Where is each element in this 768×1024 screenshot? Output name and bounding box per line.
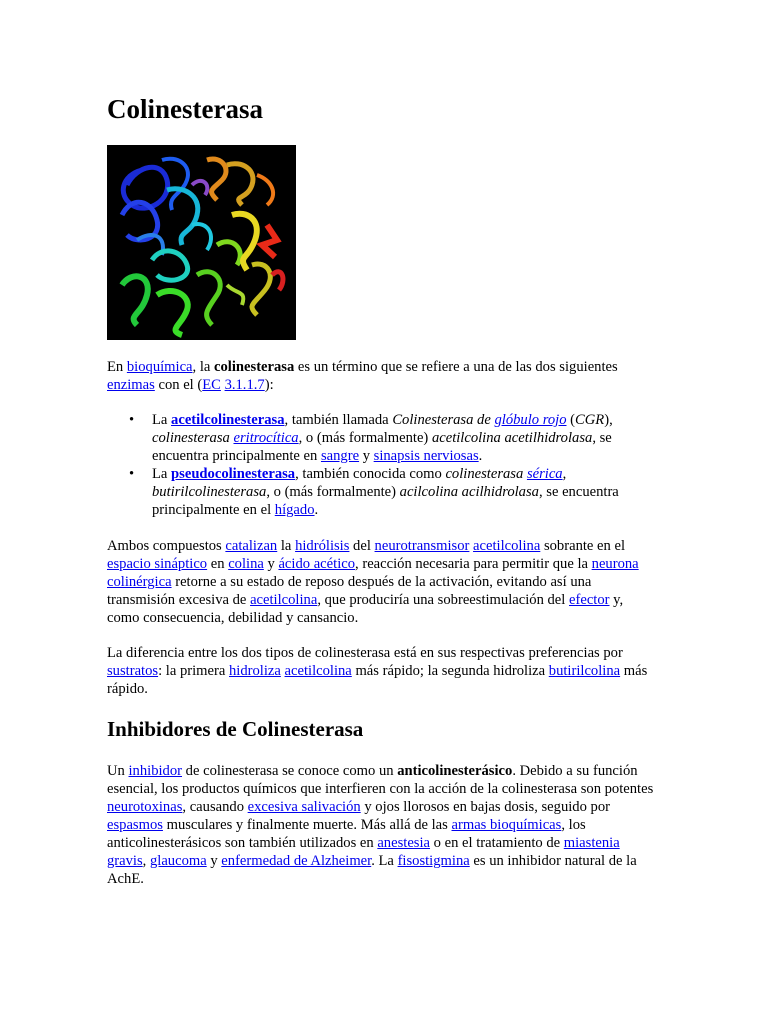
link-acido-acetico[interactable]: ácido acético bbox=[278, 556, 356, 572]
link-excesiva-salivacion[interactable]: excesiva salivación bbox=[247, 799, 361, 815]
link-sinapsis-nerviosas[interactable]: sinapsis nerviosas bbox=[373, 448, 479, 464]
link-glaucoma[interactable]: glaucoma bbox=[149, 853, 207, 869]
link-acetilcolina[interactable]: acetilcolina bbox=[284, 663, 352, 679]
protein-ribbon-graphic bbox=[107, 145, 296, 340]
link-butirilcolina[interactable]: butirilcolina bbox=[548, 663, 621, 679]
link-espacio-sinaptico[interactable]: espacio sináptico bbox=[107, 556, 208, 572]
link-acetilcolinesterasa[interactable]: acetilcolinesterasa bbox=[171, 412, 285, 428]
link-higado[interactable]: hígado bbox=[274, 502, 315, 518]
page-title: Colinesterasa bbox=[107, 94, 263, 124]
bullet: • bbox=[129, 412, 135, 428]
list-item-acetilcolinesterasa: • La acetilcolinesterasa, también llamada Colinesterasa de glóbulo rojo (CGR), colinesterasa eritrocítica, o (más formalmente) acetilcolina acetilhidrolasa, se encuentra principalmente en sangre y sinapsis nerviosas. bbox=[129, 412, 613, 464]
link-hidroliza[interactable]: hidroliza bbox=[229, 663, 281, 679]
link-ec[interactable]: EC bbox=[202, 377, 221, 393]
link-efector[interactable]: efector bbox=[569, 592, 610, 608]
link-espasmos[interactable]: espasmos bbox=[107, 817, 163, 833]
term-anticolinesterasico: anticolinesterásico bbox=[397, 763, 513, 779]
enzyme-list bbox=[107, 411, 659, 519]
bullet: • bbox=[129, 466, 135, 482]
link-catalizan[interactable]: catalizan bbox=[225, 538, 278, 554]
link-serica[interactable]: sérica bbox=[526, 466, 563, 482]
link-inhibidor[interactable]: inhibidor bbox=[128, 763, 183, 779]
link-acetilcolina[interactable]: acetilcolina bbox=[473, 538, 541, 554]
section-heading-inhibidores: Inhibidores de Colinesterasa bbox=[107, 717, 364, 741]
link-fisostigmina[interactable]: fisostigmina bbox=[397, 853, 470, 869]
link-miastenia-gravis[interactable]: miastenia gravis bbox=[107, 835, 620, 869]
link-acetilcolina[interactable]: acetilcolina bbox=[250, 592, 318, 608]
link-eritrocitica[interactable]: eritrocítica bbox=[233, 430, 299, 446]
link-alzheimer[interactable]: enfermedad de Alzheimer bbox=[221, 853, 372, 869]
link-bioquimica[interactable]: bioquímica bbox=[126, 359, 193, 375]
link-hidrolisis[interactable]: hidrólisis bbox=[295, 538, 350, 554]
link-colina[interactable]: colina bbox=[228, 556, 264, 572]
link-neurotoxinas[interactable]: neurotoxinas bbox=[107, 799, 183, 815]
link-ec-number[interactable]: 3.1.1.7 bbox=[224, 377, 265, 393]
link-armas-bioquimicas[interactable]: armas bioquímicas bbox=[451, 817, 562, 833]
protein-structure-image bbox=[107, 145, 296, 340]
link-sustratos[interactable]: sustratos bbox=[107, 663, 159, 679]
list-item-pseudocolinesterasa: • La pseudocolinesterasa, también conocida como colinesterasa sérica, butirilcolinesterasa, o (más formalmente) acilcolina acilhidrolasa, se encuentra principalmente en el hígado. bbox=[129, 466, 619, 518]
paragraph-inhibidores: Un inhibidor de colinesterasa se conoce como un anticolinesterásico. Debido a su función esencial, los productos químicos que interfieren con la acción de la colinesterasa son potentes neurotoxinas, causando excesiva salivación y ojos llorosos en bajas dosis, seguido por espasmos musculares y finalmente muerte. Más allá de las armas bioquímicas, los anticolinesterásicos son también utilizados en anestesia o en el tratamiento de miastenia gravis, glaucoma y enfermedad de Alzheimer. La fisostigmina es un inhibidor natural de la AchE. bbox=[107, 763, 654, 887]
link-neurona-colinergica[interactable]: neurona colinérgica bbox=[107, 556, 639, 590]
link-neurotransmisor[interactable]: neurotransmisor bbox=[374, 538, 470, 554]
link-sangre[interactable]: sangre bbox=[320, 448, 360, 464]
link-pseudocolinesterasa[interactable]: pseudocolinesterasa bbox=[171, 466, 296, 482]
intro-paragraph: En bioquímica, la colinesterasa es un término que se refiere a una de las dos siguientes enzimas con el (EC 3.1.1.7): bbox=[107, 359, 618, 393]
link-anestesia[interactable]: anestesia bbox=[377, 835, 431, 851]
link-globulo-rojo[interactable]: glóbulo rojo bbox=[494, 412, 567, 428]
paragraph-compuestos: Ambos compuestos catalizan la hidrólisis del neurotransmisor acetilcolina sobrante en el espacio sináptico en colina y ácido acético, reacción necesaria para permitir que la neurona colinérgica retorne a su estado de reposo después de la activación, evitando así una transmisión excesiva de acetilcolina, que produciría una sobreestimulación del efector y, como consecuencia, debilidad y cansancio. bbox=[107, 538, 639, 626]
paragraph-diferencia: La diferencia entre los dos tipos de colinesterasa está en sus respectivas preferencias por sustratos: la primera hidroliza acetilcolina más rápido; la segunda hidroliza butirilcolina más rápido. bbox=[107, 645, 648, 697]
term-colinesterasa: colinesterasa bbox=[214, 359, 295, 375]
link-enzimas[interactable]: enzimas bbox=[107, 377, 155, 393]
